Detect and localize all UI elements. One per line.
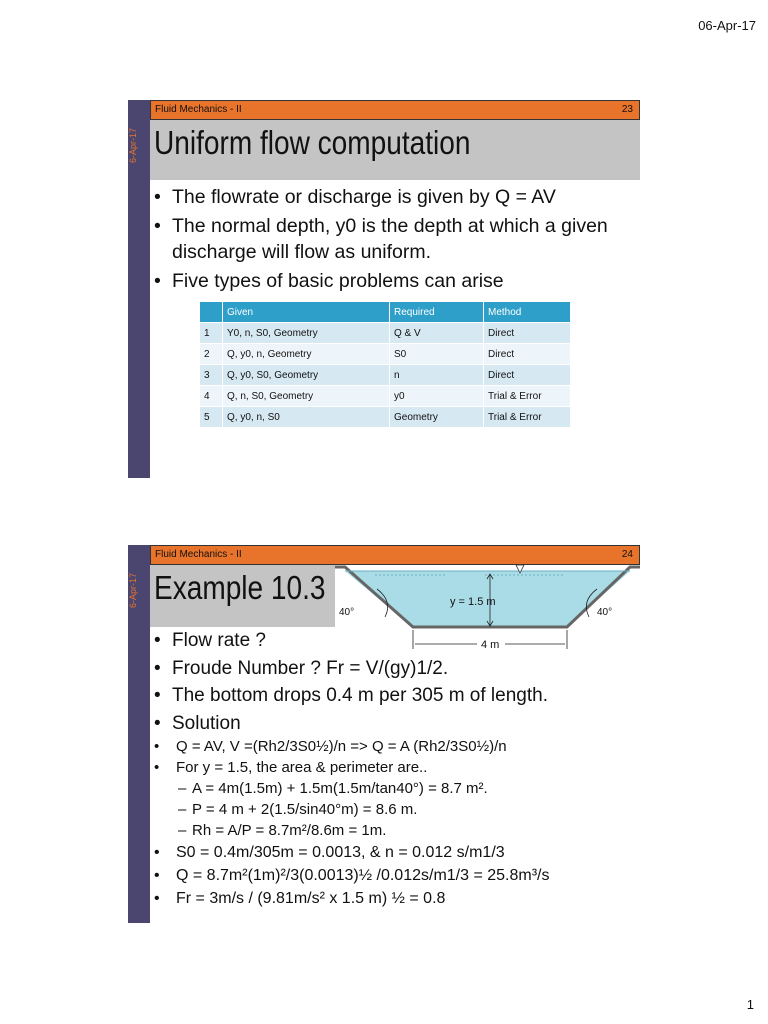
bullet-list [150, 184, 640, 297]
course-name: Fluid Mechanics - II [155, 104, 242, 115]
slide-title: Uniform flow computation [154, 124, 471, 161]
bullet-item [150, 184, 640, 210]
table-cell: Y0, n, S0, Geometry [223, 323, 390, 344]
table-cell: 3 [200, 365, 223, 386]
bullet-item [150, 655, 640, 683]
table-cell: Trial & Error [484, 386, 571, 407]
bullet-item [150, 710, 640, 738]
table-cell: Direct [484, 365, 571, 386]
bullet-text: Froude Number ? Fr = V/(gy)1/2. [172, 657, 449, 679]
solution-step [150, 757, 640, 778]
table-cell: Q & V [390, 323, 484, 344]
solution-text: For y = 1.5, the area & perimeter are.. [176, 759, 428, 776]
bullet-text: The flowrate or discharge is given by Q = AV [172, 186, 556, 208]
slide-title: Example 10.3 [154, 569, 326, 606]
left-angle-label: 40° [339, 607, 355, 618]
solution-step [150, 841, 640, 864]
table-row [200, 365, 571, 386]
slide-23 [128, 100, 640, 478]
table-header-required: Required [390, 302, 484, 323]
table-cell: Trial & Error [484, 407, 571, 428]
table-cell: Q, y0, n, S0 [223, 407, 390, 428]
table-cell: 1 [200, 323, 223, 344]
page-number: 1 [746, 997, 754, 1012]
bullet-item [150, 268, 640, 294]
table-cell: Direct [484, 344, 571, 365]
table-cell: 5 [200, 407, 223, 428]
table-cell: Q, n, S0, Geometry [223, 386, 390, 407]
solution-text: S0 = 0.4m/305m = 0.0013, & n = 0.012 s/m1/3 [176, 844, 505, 861]
slide-side-date: 6-Apr-17 [128, 572, 138, 608]
slide-number: 24 [621, 549, 633, 560]
table-row [200, 407, 571, 428]
table-header-row [200, 302, 571, 323]
solution-text: Q = 8.7m²(1m)²/3(0.0013)½ /0.012s/m1/3 = 25.8m³/s [176, 867, 550, 884]
bullet-item [150, 682, 640, 710]
bullet-text: The normal depth, y0 is the depth at which a given discharge will flow as uniform. [172, 215, 608, 263]
table-row [200, 323, 571, 344]
slide-side-date: 6-Apr-17 [128, 127, 138, 163]
title-area [150, 120, 640, 180]
right-angle-label: 40° [597, 607, 613, 618]
solution-step [150, 736, 640, 757]
solution-text: A = 4m(1.5m) + 1.5m(1.5m/tan40°) = 8.7 m². [192, 780, 488, 797]
slide-number: 23 [621, 104, 633, 115]
table-cell: S0 [390, 344, 484, 365]
page-date: 06-Apr-17 [698, 18, 756, 33]
table-cell: Q, y0, n, Geometry [223, 344, 390, 365]
table-header-index [200, 302, 223, 323]
solution-substep [150, 778, 640, 799]
title-area [150, 565, 335, 627]
solution-text: Q = AV, V =(Rh2/3S0½)/n => Q = A (Rh2/3S0½)/n [176, 738, 507, 755]
depth-label: y = 1.5 m [450, 596, 496, 608]
solution-step [150, 864, 640, 887]
solution-substep [150, 820, 640, 841]
slide-header-bar [150, 100, 640, 120]
bullet-text: Solution [172, 712, 241, 734]
bullet-text: Five types of basic problems can arise [172, 270, 504, 292]
slide-header-bar [150, 545, 640, 565]
table-cell: Direct [484, 323, 571, 344]
table-row [200, 344, 571, 365]
table-cell: 4 [200, 386, 223, 407]
solution-substep [150, 799, 640, 820]
width-label: 4 m [481, 639, 500, 651]
solution-text: P = 4 m + 2(1.5/sin40°m) = 8.6 m. [192, 801, 418, 818]
solution-text: Fr = 3m/s / (9.81m/s² x 1.5 m) ½ = 0.8 [176, 890, 446, 907]
slide-24 [128, 545, 640, 923]
solution-text: Rh = A/P = 8.7m²/8.6m = 1m. [192, 822, 387, 839]
solution-list [150, 736, 640, 910]
bullet-text: The bottom drops 0.4 m per 305 m of length. [172, 685, 548, 706]
problem-types-table [200, 302, 571, 427]
table-cell: n [390, 365, 484, 386]
question-list [150, 627, 640, 737]
table-cell: 2 [200, 344, 223, 365]
bullet-item [150, 213, 640, 265]
bullet-text: Flow rate ? [172, 630, 266, 651]
table-cell: Geometry [390, 407, 484, 428]
table-header-method: Method [484, 302, 571, 323]
table-row [200, 386, 571, 407]
table-cell: y0 [390, 386, 484, 407]
table-cell: Q, y0, S0, Geometry [223, 365, 390, 386]
bullet-item [150, 627, 640, 655]
course-name: Fluid Mechanics - II [155, 549, 242, 560]
table-header-given: Given [223, 302, 390, 323]
solution-step [150, 887, 640, 910]
